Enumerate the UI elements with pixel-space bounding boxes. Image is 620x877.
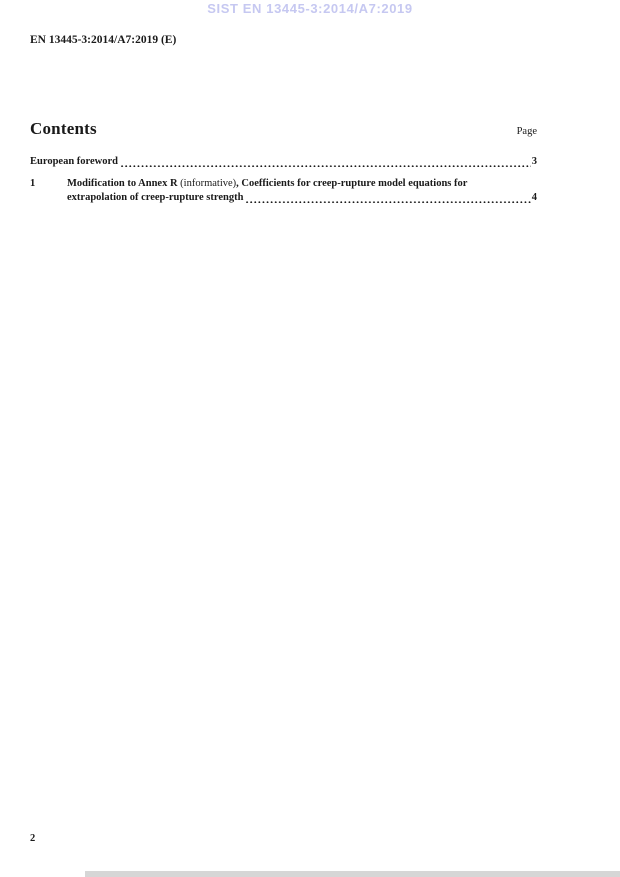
toc-entry-number: 1 — [30, 178, 36, 189]
toc-entry-body — [67, 177, 537, 205]
dot-leader — [121, 164, 531, 168]
contents-header-row — [30, 119, 537, 139]
page-column-label: Page — [516, 126, 537, 137]
toc-entry-title-bold-continued: , Coefficients for creep-rupture model equations for — [236, 178, 468, 189]
toc-entry-title-wrap: extrapolation of creep-rupture strength — [67, 192, 244, 203]
toc-entry-title-informative: (informative) — [180, 178, 237, 189]
page-edge-shadow — [85, 871, 620, 877]
toc-entry-title-line-1 — [67, 177, 537, 191]
document-reference: EN 13445-3:2014/A7:2019 (E) — [30, 34, 177, 46]
page-number: 2 — [30, 833, 36, 844]
contents-title: Contents — [30, 119, 97, 138]
toc-entry-page-number: 3 — [531, 156, 537, 167]
toc-entry-title: European foreword — [30, 156, 118, 167]
dot-leader — [246, 200, 530, 204]
toc-entry-modification-annex-r[interactable] — [30, 177, 537, 205]
table-of-contents — [30, 155, 537, 205]
toc-entry-european-foreword[interactable] — [30, 155, 537, 169]
toc-entry-title-bold: Modification to Annex R — [67, 178, 181, 189]
toc-entry-page-number: 4 — [531, 192, 537, 203]
watermark: SIST EN 13445-3:2014/A7:2019 — [207, 1, 413, 16]
toc-entry-title-line-2 — [67, 191, 537, 205]
